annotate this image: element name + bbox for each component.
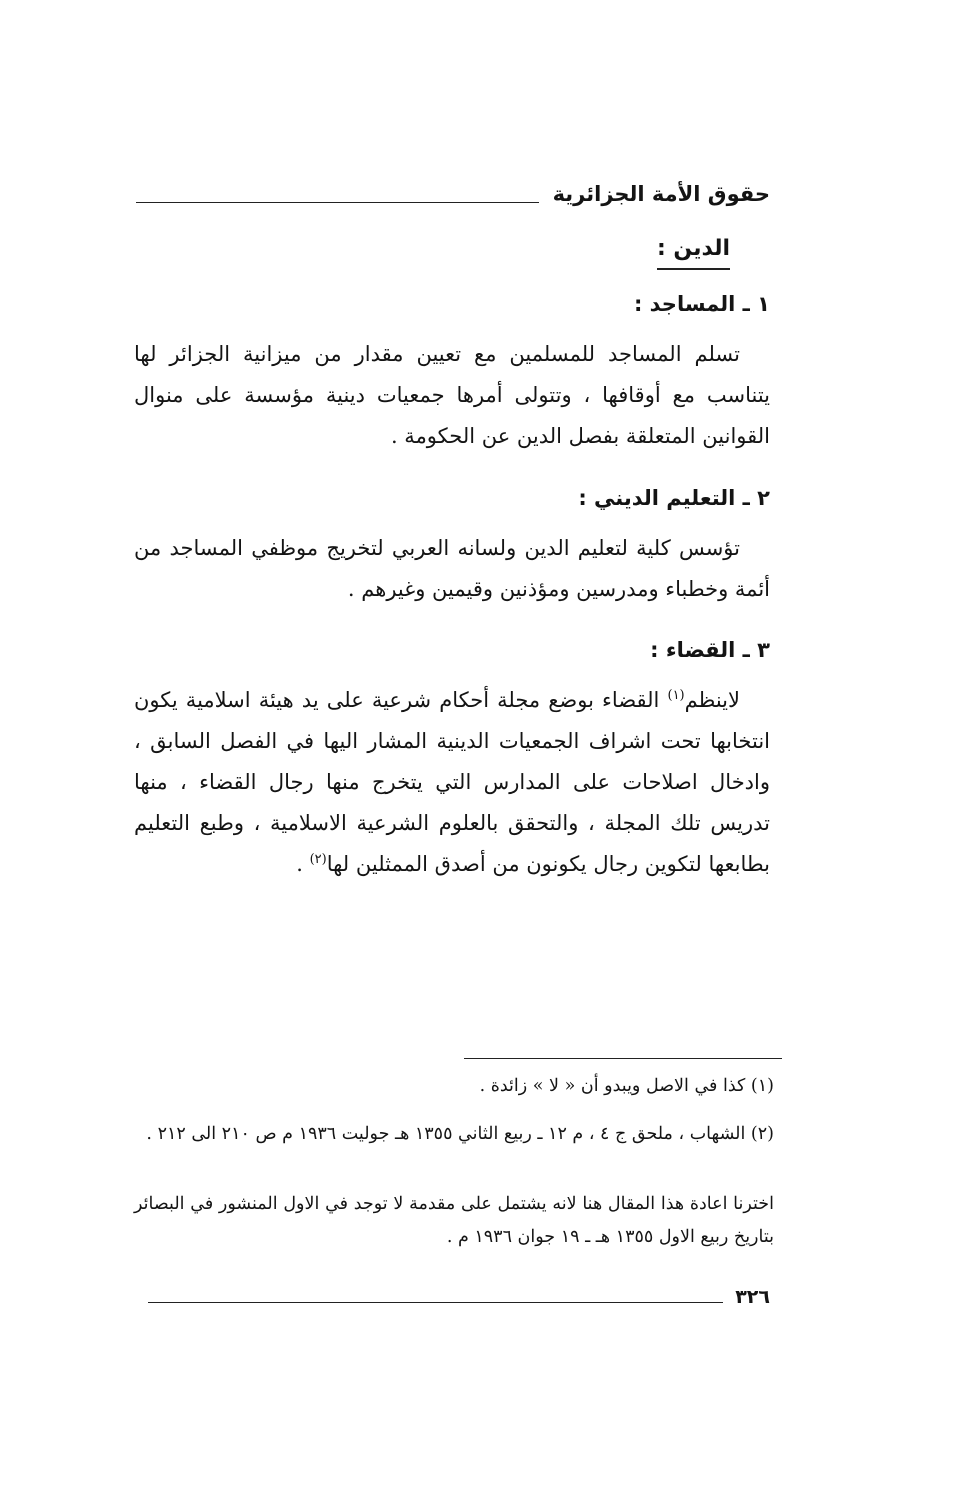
running-title: حقوق الأمة الجزائرية xyxy=(552,182,770,206)
paragraph-religious-education xyxy=(134,528,770,610)
footnote-2: (٢) الشهاب ، ملحق ج ٤ ، م ١٢ ـ ربيع الثاني ١٣٥٥ هـ جوليت ١٩٣٦ م ص ٢١٠ الى ٢١٢ . xyxy=(146,1124,774,1144)
footnote-ref-2: (٢) xyxy=(309,852,327,867)
footer-rule xyxy=(148,1302,723,1303)
paragraph-judiciary-text-b: القضاء بوضع مجلة أحكام شرعية على يد هيئة اسلامية يكون انتخابها تحت اشراف الجمعيات الدينية المشار اليها في الفصل السابق ، وادخال اصلاحات على المدارس التي يتخرج منها رجال القضاء ، منها تدريس تلك المجلة ، والتحقق بالعلوم الشرعية الاسلامية ، وطبع التعليم بطابعها لتكوين رجال يكونون من أصدق الممثلين لها xyxy=(134,688,770,876)
running-header xyxy=(136,174,770,214)
footnote-rule xyxy=(464,1058,782,1059)
page-number: ٣٢٦ xyxy=(735,1286,770,1308)
footnote-1: (١) كذا في الاصل ويبدو أن « لا » زائدة . xyxy=(479,1076,774,1096)
subsection-heading-religious-education: ٢ ـ التعليم الديني : xyxy=(578,486,770,510)
subsection-heading-judiciary: ٣ ـ القضاء : xyxy=(650,638,770,662)
header-rule xyxy=(136,202,539,203)
section-title: الدين : xyxy=(657,234,730,270)
paragraph-judiciary xyxy=(134,680,770,885)
paragraph-mosques xyxy=(134,334,770,457)
subsection-heading-mosques: ١ ـ المساجد : xyxy=(633,292,770,316)
paragraph-religious-education-text: تؤسس كلية لتعليم الدين ولسانه العربي لتخريج موظفي المساجد من أئمة وخطباء ومدرسين ومؤذنين وقيمين وغيرهم . xyxy=(134,536,770,601)
paragraph-mosques-text: تسلم المساجد للمسلمين مع تعيين مقدار من ميزانية الجزائر لها يتناسب مع أوقافها ، وتتولى أمرها جمعيات دينية مؤسسة على منوال القوانين المتعلقة بفصل الدين عن الحكومة . xyxy=(134,342,770,448)
editor-note: اخترنا اعادة هذا المقال هنا لانه يشتمل على مقدمة لا توجد في الاول المنشور في البصائر بتاريخ ربيع الاول ١٣٥٥ هـ ـ ١٩ جوان ١٩٣٦ م . xyxy=(134,1194,774,1247)
page-footer xyxy=(148,1282,770,1312)
paragraph-judiciary-text-a: لاينظم xyxy=(684,688,740,712)
footnote-ref-1: (١) xyxy=(667,688,685,703)
paragraph-judiciary-text-c: . xyxy=(296,852,310,876)
